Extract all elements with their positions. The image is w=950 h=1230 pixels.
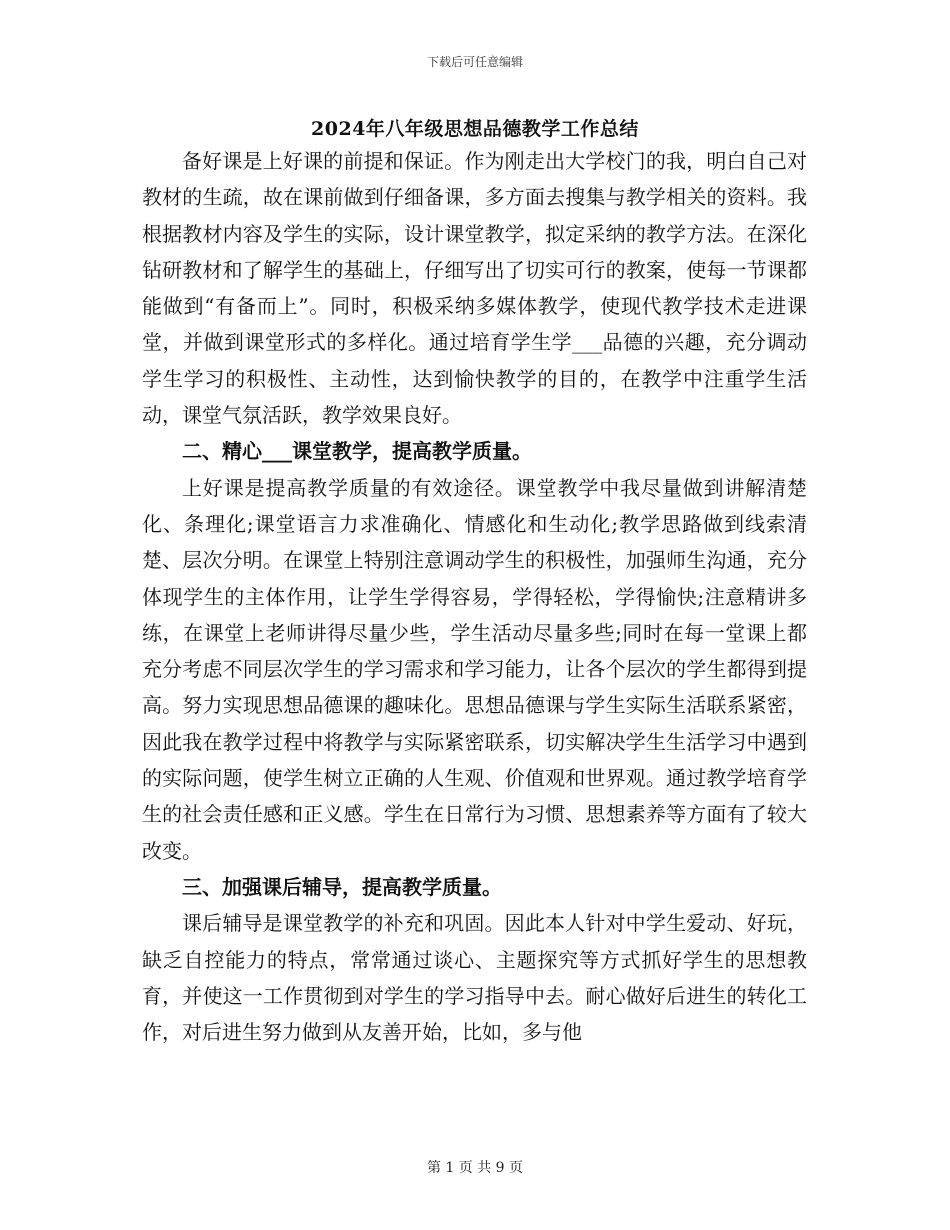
section-heading-classroom-teaching: 二、精心___课堂教学，提高教学质量。 <box>182 439 532 464</box>
section-heading-after-class-tutoring: 三、加强课后辅导，提高教学质量。 <box>182 874 502 899</box>
page-indicator: 第 1 页 共 9 页 <box>426 1160 524 1176</box>
paragraph-lesson-preparation: 备好课是上好课的前提和保证。作为刚走出大学校门的我，明白自己对教材的生疏，故在课前做到仔细备课，多方面去搜集与教学相关的资料。我根据教材内容及学生的实际，设计课堂教学，拟定采纳的教学方法。在深化钻研教材和了解学生的基础上，仔细写出了切实可行的教案，使每一节课都能做到“有备而上”。同时，积极采纳多媒体教学，使现代教学技术走进课堂，并做到课堂形式的多样化。通过培育学生学___品德的兴趣，充分调动学生学习的积极性、主动性，达到愉快教学的目的，在教学中注重学生活动，课堂气氛活跃，教学效果良好。 <box>142 149 807 428</box>
document-body <box>142 143 807 1050</box>
paragraph-classroom-teaching: 上好课是提高教学质量的有效途径。课堂教学中我尽量做到讲解清楚化、条理化;课堂语言力求准确化、情感化和生动化;教学思路做到线索清楚、层次分明。在课堂上特别注意调动学生的积极性，加强师生沟通，充分体现学生的主体作用，让学生学得容易，学得轻松，学得愉快;注意精讲多练，在课堂上老师讲得尽量少些，学生活动尽量多些;同时在每一堂课上都充分考虑不同层次学生的学习需求和学习能力，让各个层次的学生都得到提高。努力实现思想品德课的趣味化。思想品德课与学生实际生活联系紧密，因此我在教学过程中将教学与实际紧密联系，切实解决学生生活学习中遇到的实际问题，使学生树立正确的人生观、价值观和世界观。通过教学培育学生的社会责任感和正义感。学生在日常行为习惯、思想素养等方面有了较大改变。 <box>142 475 807 863</box>
header-note: 下载后可任意编辑 <box>426 55 523 69</box>
paragraph-after-class-tutoring: 课后辅导是课堂教学的补充和巩固。因此本人针对中学生爱动、好玩，缺乏自控能力的特点，常常通过谈心、主题探究等方式抓好学生的思想教育，并使这一工作贯彻到对学生的学习指导中去。耐心做好后进生的转化工作，对后进生努力做到从友善开始，比如，多与他 <box>142 911 807 1045</box>
document-title: 2024年八年级思想品德教学工作总结 <box>311 118 639 140</box>
